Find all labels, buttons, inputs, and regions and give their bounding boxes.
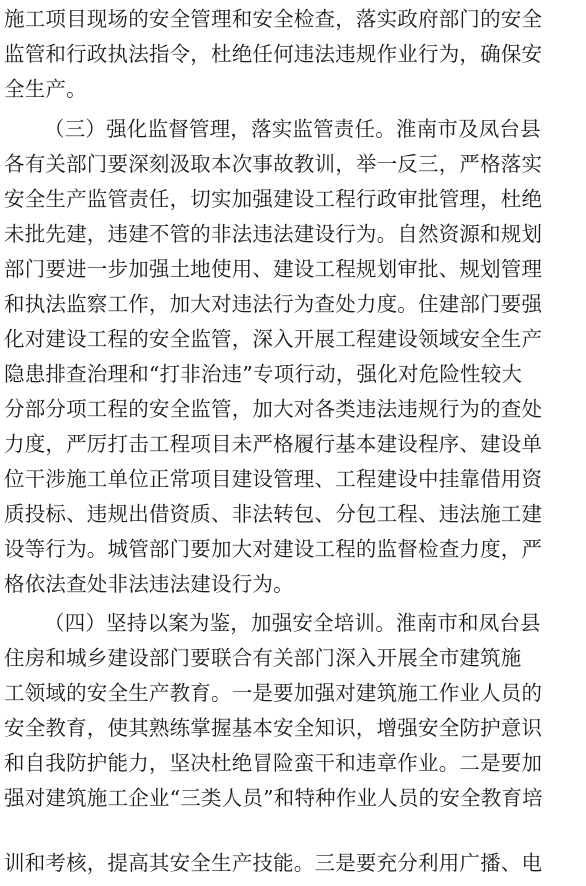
paragraph-2-line-7: 化对建设工程的安全监管，深入开展工程建设领域安全生产 [4,327,543,351]
paragraph-3-line-4: 安全教育，使其熟练掌握基本安全知识，增强安全防护意识 [4,716,543,740]
paragraph-2-line-6: 和执法监察工作，加大对违法行为查处力度。住建部门要强 [4,292,543,316]
paragraph-2-line-3: 安全生产监管责任，切实加强建设工程行政审批管理，杜绝 [4,187,543,211]
paragraph-3-line-6: 强对建筑施工企业“三类人员”和特种作业人员的安全教育培 [4,786,543,810]
paragraph-1-line-1: 施工项目现场的安全管理和安全检查，落实政府部门的安全 [4,7,543,31]
paragraph-3-line-3: 工领域的安全生产教育。一是要加强对建筑施工作业人员的 [4,681,543,705]
paragraph-2-line-1: （三）强化监督管理，落实监管责任。淮南市及凤台县 [44,117,541,141]
paragraph-2-line-2: 各有关部门要深刻汲取本次事故教训，举一反三，严格落实 [4,152,543,176]
paragraph-2-line-9: 分部分项工程的安全监管，加大对各类违法违规行为的查处 [4,397,543,421]
paragraph-3-line-2: 住房和城乡建设部门要联合有关部门深入开展全市建筑施 [4,646,522,670]
paragraph-2-line-4: 未批先建，违建不管的非法违法建设行为。自然资源和规划 [4,222,543,246]
paragraph-2-line-8: 隐患排查治理和“打非治违”专项行动，强化对危险性较大 [4,362,523,386]
paragraph-3-line-7: 训和考核，提高其安全生产技能。三是要充分利用广播、电 [4,851,543,875]
paragraph-2-line-10: 力度，严厉打击工程项目未严格履行基本建设程序、建设单 [4,432,543,456]
paragraph-2-line-12: 质投标、违规出借资质、非法转包、分包工程、违法施工建 [4,502,543,526]
paragraph-1-line-2: 监管和行政执法指令，杜绝任何违法违规作业行为，确保安 [4,42,543,66]
paragraph-1-line-3: 全生产。 [4,77,87,101]
paragraph-3-line-1: （四）坚持以案为鉴，加强安全培训。淮南市和凤台县 [44,611,541,635]
paragraph-2-line-13: 设等行为。城管部门要加大对建设工程的监督检查力度，严 [4,537,543,561]
paragraph-2-line-5: 部门要进一步加强土地使用、建设工程规划审批、规划管理 [4,257,543,281]
paragraph-2-line-14: 格依法查处非法违法建设行为。 [4,572,294,596]
paragraph-3-line-5: 和自我防护能力，坚决杜绝冒险蛮干和违章作业。二是要加 [4,751,543,775]
paragraph-2-line-11: 位干涉施工单位正常项目建设管理、工程建设中挂靠借用资 [4,467,543,491]
